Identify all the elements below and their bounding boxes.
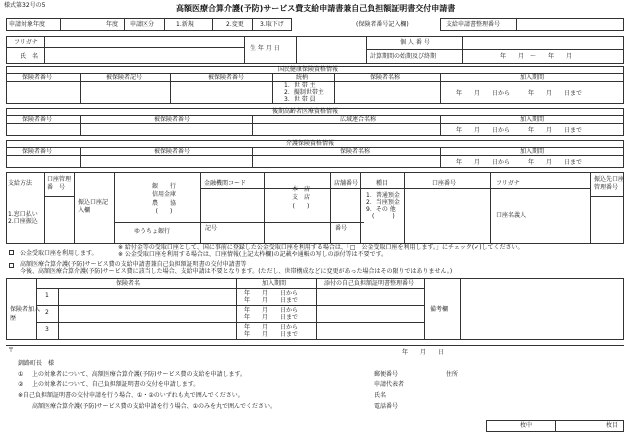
nhi-col-insurer-name: 保険者名称 bbox=[370, 74, 401, 81]
nhi-section-title: 国民健康保険資格情報 bbox=[278, 66, 339, 73]
note-2: ※ 公金受取口座を利用する場合は、口座情報(上記太枠欄)の記載や通帳の写しの添付等は不要です。 bbox=[118, 251, 388, 258]
nendo-label: 年度 bbox=[106, 21, 119, 28]
elderly-col-union: 広域連合名称 bbox=[340, 116, 377, 123]
branch-no-label: 店舗番号 bbox=[334, 180, 359, 187]
other-row-2-from: 年 月 日から bbox=[244, 307, 299, 314]
other-row-1-to: 年 月 日まで bbox=[244, 297, 299, 304]
transfer-mgmt-label: 振込先口座管理番号 bbox=[594, 176, 625, 192]
calc-period-label: 計算期間の始期及び終期 bbox=[370, 53, 437, 60]
elderly-col-period: 加入期間 bbox=[520, 116, 545, 123]
account-holder-label: 口座名義人 bbox=[496, 212, 527, 219]
statement-2: 上の対象者について、自己負担額証明書の交付を申請します。 bbox=[32, 381, 200, 388]
sheet-index-label: 枚目 bbox=[606, 422, 619, 429]
target-year-label: 申請対象年度 bbox=[9, 21, 46, 28]
birth-date-label: 生 年 月 日 bbox=[250, 45, 280, 52]
category-label: 申請区分 bbox=[130, 21, 155, 28]
insurer-number-label: (保険者番号記入欄) bbox=[356, 21, 409, 28]
bango-label: 番号 bbox=[335, 225, 348, 232]
circle-1[interactable]: ① bbox=[18, 371, 24, 378]
bank-code-label: 金融機関コード bbox=[204, 180, 247, 187]
category-option-1[interactable]: 1.新規 bbox=[176, 21, 194, 28]
account-type-3[interactable]: 9．その 他 bbox=[366, 206, 396, 213]
other-col-cert-no: 添付の自己負担額証明書整理番号 bbox=[324, 280, 415, 287]
nhi-col-period: 加入期間 bbox=[520, 74, 545, 81]
public-account-checkbox[interactable] bbox=[9, 250, 14, 255]
nhi-col-insured-no: 被保険者番号 bbox=[208, 74, 245, 81]
statement-3: ※自己負担額証明書の交付申請を行う場合、①・②のいずれも丸で囲んでください。 bbox=[18, 392, 244, 399]
representative-label: 申請代表者 bbox=[374, 381, 405, 388]
transfer-label: 振込口座記入欄 bbox=[78, 199, 109, 215]
statement-1: 上の対象者について、高額医療合算介護(予防)サービス費の支給を申請します。 bbox=[32, 371, 246, 378]
other-row-2: 2 bbox=[45, 309, 49, 316]
nhi-col-relation: 続柄 bbox=[296, 74, 309, 81]
bank-type-options[interactable]: 銀 行 信用金庫 農 協 ( ) bbox=[152, 183, 177, 216]
nhi-relation-1[interactable]: 1．世 帯 主 bbox=[284, 82, 316, 89]
account-type-label: 種目 bbox=[376, 180, 389, 187]
name-label: 氏 名 bbox=[20, 53, 39, 60]
other-col-insurer-name: 保険者名 bbox=[116, 280, 141, 287]
other-insurer-label: 保険者加入歴 bbox=[10, 306, 41, 322]
page-title: 高額医療合算介護(予防)サービス費支給申請書兼自己負担額証明書交付申請書 bbox=[176, 4, 456, 13]
kigo-label: 記号 bbox=[205, 225, 218, 232]
furigana-bank-label: フリガナ bbox=[496, 180, 520, 187]
name-field-label: 氏名 bbox=[374, 392, 387, 399]
application-date: 年 月 日 bbox=[402, 349, 445, 356]
nhi-col-insurer-no: 保険者番号 bbox=[22, 74, 53, 81]
account-type-3-blank: ( ) bbox=[372, 213, 395, 220]
statement-4: 高額医療合算介護(予防)サービス費の支給申請を行う場合、①のみを丸で囲んでください。 bbox=[32, 403, 277, 410]
other-row-3: 3 bbox=[45, 326, 49, 333]
care-period-value: 年 月 日から 年 月 日まで bbox=[456, 159, 583, 166]
care-col-insurer-no: 保険者番号 bbox=[22, 148, 53, 155]
branch-type-options[interactable]: 本 店 支 店 ( ) bbox=[292, 186, 311, 210]
circle-2[interactable]: ② bbox=[18, 381, 24, 388]
phone-label: 電話番号 bbox=[374, 403, 399, 410]
form-number: 様式第32号の5 bbox=[4, 2, 46, 9]
care-col-period: 加入期間 bbox=[520, 148, 545, 155]
certificate-number-label: 支給申請書整理番号 bbox=[446, 21, 501, 28]
elderly-section-title: 後期高齢者医療資格情報 bbox=[272, 108, 339, 115]
account-mgmt-label: 口座管理番 号 bbox=[47, 176, 72, 191]
agreement-line-1: 高額医療合算介護(予防)サービス費の支給申請書兼自己負担額証明書の交付申請書等 bbox=[20, 261, 247, 268]
other-row-3-to: 年 月 日まで bbox=[244, 331, 299, 338]
payment-method-1[interactable]: 1.窓口払い bbox=[8, 211, 38, 218]
payment-method-label: 支給方法 bbox=[8, 180, 33, 187]
nhi-relation-2[interactable]: 2．擬制世帯主 bbox=[284, 89, 324, 96]
other-col-period: 加入期間 bbox=[262, 280, 287, 287]
agreement-checkbox[interactable] bbox=[9, 263, 14, 268]
address-label: 住所 bbox=[446, 371, 459, 378]
remarks-label: 備考欄 bbox=[430, 306, 449, 313]
other-row-3-from: 年 月 日から bbox=[244, 324, 299, 331]
account-type-1[interactable]: 1．普通預金 bbox=[366, 192, 400, 199]
nhi-period-value: 年 月 日から 年 月 日まで bbox=[456, 90, 583, 97]
sheet-total-label: 枚中 bbox=[520, 422, 533, 429]
calc-period-value: 年 月 ～ 年 月 bbox=[500, 53, 573, 60]
account-no-label: 口座番号 bbox=[432, 180, 457, 187]
postal-mark: 〒 bbox=[8, 347, 15, 354]
other-row-1-from: 年 月 日から bbox=[244, 290, 299, 297]
account-type-2[interactable]: 2．当座預金 bbox=[366, 199, 400, 206]
category-option-2[interactable]: 2.変更 bbox=[226, 21, 244, 28]
elderly-col-insured-no: 被保険者番号 bbox=[154, 116, 191, 123]
care-col-insurer-name: 保険者名称 bbox=[340, 148, 371, 155]
postal-code-label: 郵便番号 bbox=[374, 371, 399, 378]
agreement-line-2: 今後、高額医療合算介護(予防)サービス費に該当した場合、支給申請は不要となります。(ただし、世帯構成などに変更があった場合はその限りではありません。) bbox=[20, 268, 453, 275]
elderly-period-value: 年 月 日から 年 月 日まで bbox=[456, 127, 583, 134]
payment-method-2[interactable]: 2.口座振込 bbox=[8, 218, 38, 225]
id-number-label: 個 人 番 号 bbox=[400, 39, 430, 46]
other-row-2-to: 年 月 日まで bbox=[244, 314, 299, 321]
addressee: 釧路町長 様 bbox=[18, 360, 55, 367]
nhi-relation-3[interactable]: 3．世 帯 員 bbox=[284, 96, 316, 103]
note-1: ※ 給付金等の受取口座として、国に事前に登録した公金受取口座を利用する場合は、「□ 公金受取口座を利用します。」にチェック(✓)してください。 bbox=[118, 244, 524, 251]
furigana-label: フリガナ bbox=[14, 39, 38, 46]
elderly-col-insurer-no: 保険者番号 bbox=[22, 116, 53, 123]
yucho-label: ゆうちょ銀行 bbox=[134, 228, 171, 235]
care-section-title: 介護保険資格情報 bbox=[286, 140, 335, 147]
nhi-col-symbol: 被保険者記号 bbox=[106, 74, 143, 81]
care-col-insured-no: 被保険者番号 bbox=[154, 148, 191, 155]
category-option-3[interactable]: 3.取下げ bbox=[260, 21, 284, 28]
other-row-1: 1 bbox=[45, 292, 49, 299]
public-account-label: 公金受取口座を利用します。 bbox=[20, 250, 98, 257]
